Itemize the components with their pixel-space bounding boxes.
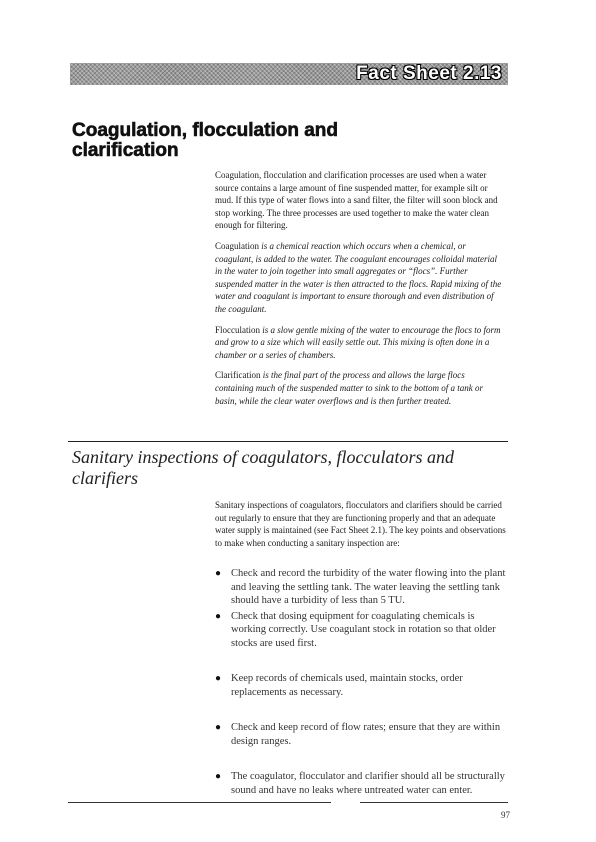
bullet-icon: ● (215, 568, 222, 579)
footer-rule (360, 802, 508, 803)
definition-term: Flocculation (215, 324, 260, 335)
list-item-text: The coagulator, flocculator and clarifier should all be structurally sound and have no leaks where untreated water can enter. (231, 771, 505, 796)
section-intro: Sanitary inspections of coagulators, flocculators and clarifiers should be carried out regularly to ensure that they are functioning properly and that an adequate water supply is maintained (see Fact Sheet 2.1). The key points and observations to make when conducting a sanitary inspection are: (215, 500, 506, 548)
list-item (215, 770, 507, 797)
bullet-icon: ● (215, 771, 222, 782)
definition-coagulation (215, 240, 505, 316)
section-divider (68, 441, 508, 442)
fact-sheet-banner (70, 63, 508, 85)
definition-text: is the final part of the process and allows the large flocs containing much of the suspended matter to sink to the bottom of a tank or basin, while the clear water overflows and is then further treated. (215, 370, 483, 406)
page-number: 97 (501, 810, 510, 820)
list-item-text: Check and keep record of flow rates; ensure that they are within design ranges. (231, 722, 501, 747)
list-item (215, 567, 507, 608)
definition-text: is a chemical reaction which occurs when a chemical, or coagulant, is added to the water. The coagulant encourages colloidal material in the water to join together into small aggregates or “flocs”. Further suspended matter in the water is then attracted to the flocs. Rapid mixing of the water and coagulant is important to ensure thorough and even distribution of the coagulant. (215, 240, 502, 314)
definition-flocculation (215, 324, 505, 362)
bullet-icon: ● (215, 722, 222, 733)
page-title: Coagulation, flocculation and clarification (72, 120, 338, 161)
list-item (215, 610, 507, 651)
list-item-text: Check and record the turbidity of the water flowing into the plant and leaving the settling tank. The water leaving the settling tank should have a turbidity of less than 5 TU. (231, 568, 506, 606)
footer-rule (68, 802, 331, 803)
section-title: Sanitary inspections of coagulators, flocculators and clarifiers (72, 447, 454, 488)
fact-sheet-label: Fact Sheet 2.13 (356, 63, 502, 84)
list-item-text: Check that dosing equipment for coagulating chemicals is working correctly. Use coagulant stock in rotation so that older stocks are used first. (231, 610, 496, 649)
list-item (215, 721, 507, 748)
definition-term: Clarification (215, 370, 261, 381)
inspection-checklist (215, 567, 507, 797)
list-item (215, 672, 507, 699)
list-item-text: Keep records of chemicals used, maintain stocks, order replacements as necessary. (231, 673, 463, 698)
definition-term: Coagulation (215, 240, 259, 251)
intro-paragraph: Coagulation, flocculation and clarification processes are used when a water source contains a large amount of fine suspended matter, for example silt or mud. If this type of water flows into a sand filter, the filter will soon block and stop working. The three processes are used together to make the water clean enough for filtering. (215, 170, 498, 231)
definition-clarification (215, 369, 505, 407)
definition-text: is a slow gentle mixing of the water to encourage the flocs to form and grow to a size which will easily settle out. This mixing is often done in a chamber or a series of chambers. (215, 324, 501, 360)
bullet-icon: ● (215, 673, 222, 684)
intro-text (215, 169, 505, 415)
bullet-icon: ● (215, 610, 222, 622)
